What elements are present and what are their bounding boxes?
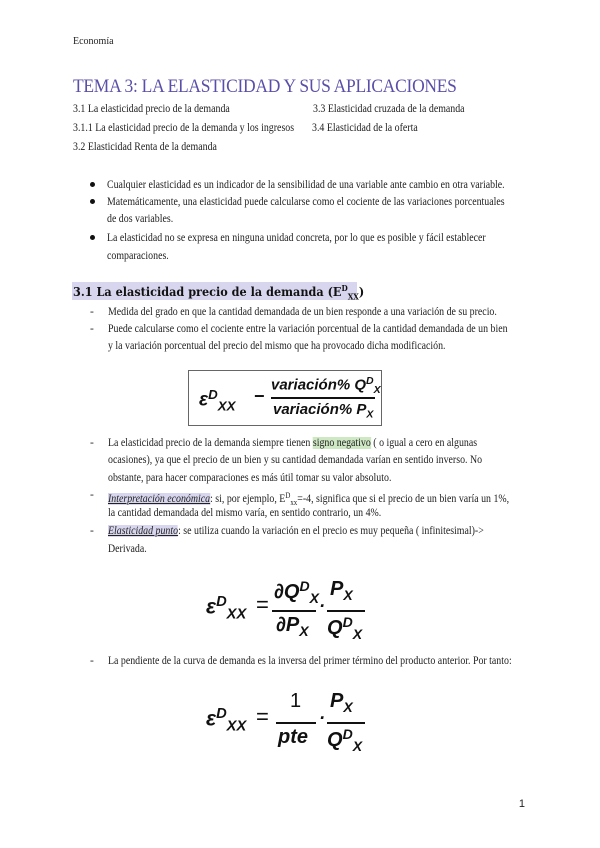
formula-denominator: $\partial P_X$: [276, 614, 309, 639]
formula-numerator: $P_X$: [330, 690, 353, 715]
bullet-item: Cualquier elasticidad es un indicador de la sensibilidad de una variable ante cambio en otra variable.: [90, 177, 560, 195]
dash-continuation: y la variación porcentual del precio del mismo que ha provocado dicha modificación.: [108, 340, 446, 352]
section-heading: 3.1 La elasticidad precio de la demanda $(E^D_{XX})$: [73, 283, 365, 302]
bullet-dot-icon: [90, 199, 95, 204]
highlight-interpretacion: Interpretación económica: [108, 493, 211, 506]
bullet-item: La elasticidad no se expresa en ninguna unidad concreta, por lo que es posible y fácil establecer: [90, 230, 560, 248]
page-number: 1: [518, 798, 525, 810]
bullet-continuation: comparaciones.: [107, 250, 169, 262]
fraction-bar: [327, 722, 365, 724]
formula-denominator: $Q^D_X$: [327, 726, 363, 754]
dash-item: - Medida del grado en que la cantidad demandada de un bien responde a una variación de su precio.: [90, 306, 497, 318]
highlight-elasticidad-punto: Elasticidad punto: [108, 525, 179, 537]
toc-item: 3.2 Elasticidad Renta de la demanda: [73, 141, 217, 153]
formula-lhs: $\varepsilon^D_{XX}$: [206, 594, 247, 623]
formula-box-price-elasticity: [188, 370, 382, 426]
toc-item: 3.1.1 La elasticidad precio de la demanda y los ingresos: [73, 122, 295, 134]
fraction-bar: [272, 610, 316, 612]
dash-item: - La elasticidad precio de la demanda siempre tienen signo negativo ( o igual a cero en algunas: [90, 437, 478, 449]
dash-continuation: ocasiones), ya que el precio de un bien y su cantidad demandada varían en sentido inverso. No: [108, 454, 483, 466]
formula-point-elasticity: $\varepsilon^D_{XX}$ = $\partial Q^D_X$ $\partial P_X$ · $P_X$ $Q^D_X$: [196, 572, 368, 648]
highlight-signo-negativo: signo negativo: [312, 437, 371, 449]
dash-item: - Interpretación económica: si, por ejemplo, $E^D_{xx}=-4$, significa que si el precio de un bien varía un 1%,: [90, 489, 510, 507]
fraction-bar: [327, 610, 365, 612]
dash-continuation: la cantidad demandada del mismo varía, en sentido contrario, un 4%.: [108, 507, 382, 519]
formula-lhs: $\varepsilon^D_{XX}$: [199, 387, 236, 414]
dash-continuation: obstante, para hacer comparaciones es más útil tomar su valor absoluto.: [108, 472, 392, 484]
bullet-dot-icon: [90, 235, 95, 240]
dash-item: - Puede calcularse como el cociente entre la variación porcentual de la cantidad demandada de un bien: [90, 323, 508, 335]
bullet-continuation: de dos variables.: [107, 213, 174, 225]
bullet-dot-icon: [90, 182, 95, 187]
formula-denominator: variación% $P_X$: [273, 401, 374, 421]
dash-item: - Elasticidad punto: se utiliza cuando la variación en el precio es muy pequeña ( infinitesimal)->: [90, 525, 484, 537]
fraction-bar: [271, 397, 375, 399]
formula-slope-elasticity: $\varepsilon^D_{XX}$ = 1 pte · $P_X$ $Q^D_X$: [196, 684, 368, 760]
fraction-bar: [276, 722, 316, 724]
formula-numerator: $\partial Q^D_X$: [274, 578, 319, 606]
formula-numerator: 1: [290, 690, 302, 712]
toc-item: 3.1 La elasticidad precio de la demanda: [73, 103, 230, 115]
formula-denominator: $Q^D_X$: [327, 614, 363, 642]
formula-numerator: variación% $Q^D_X$: [271, 375, 381, 396]
dash-continuation: Derivada.: [108, 543, 147, 555]
formula-numerator: $P_X$: [330, 578, 353, 603]
dash-item: - La pendiente de la curva de demanda es la inversa del primer término del producto anterior. Por tanto:: [90, 655, 512, 667]
bullet-item: Matemáticamente, una elasticidad puede calcularse como el cociente de las variaciones porcentuales: [90, 194, 560, 212]
toc-item: 3.4 Elasticidad de la oferta: [312, 122, 418, 134]
formula-lhs: $\varepsilon^D_{XX}$: [206, 706, 247, 735]
page-title: TEMA 3: LA ELASTICIDAD Y SUS APLICACIONES: [73, 76, 457, 97]
formula-minus: −: [254, 386, 265, 406]
toc-item: 3.3 Elasticidad cruzada de la demanda: [313, 103, 465, 115]
formula-denominator: pte: [278, 726, 308, 748]
page-header: Economía: [73, 36, 114, 47]
